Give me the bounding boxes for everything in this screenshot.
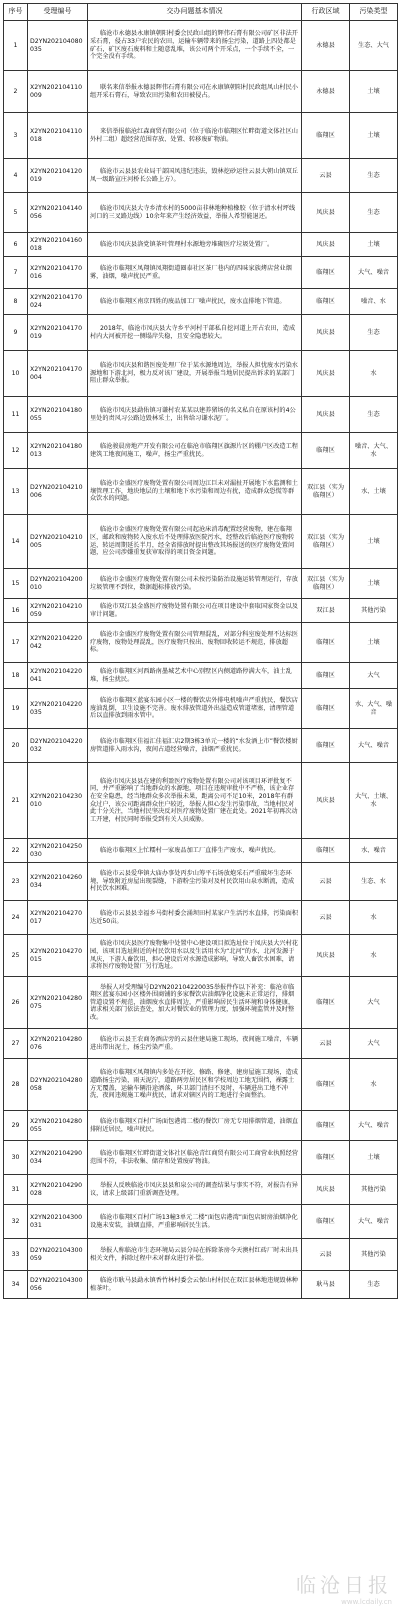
- table-row: [4, 233, 398, 257]
- cell-pollution-type: 水、噪音: [350, 839, 398, 863]
- cell-serial: 18: [4, 663, 28, 689]
- table-row: [4, 977, 398, 1029]
- cell-pollution-type: 大气、土壤、水: [350, 763, 398, 839]
- cell-pollution-type: 土壤: [350, 233, 398, 257]
- cell-code: X2YN202104180013: [28, 433, 88, 469]
- cell-serial: 14: [4, 515, 28, 569]
- cell-description: 临沧市凤庆县洛党镇茶叶管理村水源地旁堆砌医疗垃圾处置厂。: [88, 233, 302, 257]
- cell-description: 临沧市双江县金盛医疗废物处置有限公司在项目建设中套取国家资金以及审计问题。: [88, 599, 302, 623]
- cell-serial: 26: [4, 977, 28, 1029]
- table-row: [4, 1111, 398, 1141]
- cell-code: X2YN202104290034: [28, 1141, 88, 1175]
- cell-region: 凤庆县: [302, 763, 350, 839]
- header-description: 交办问题基本情况: [88, 4, 302, 21]
- table-row: [4, 663, 398, 689]
- cell-code: D2YN202104280058: [28, 1059, 88, 1111]
- cell-code: X2YN202104280055: [28, 1111, 88, 1141]
- cell-region: 临翔区: [302, 1141, 350, 1175]
- cell-pollution-type: 大气: [350, 977, 398, 1029]
- cell-code: X2YN202104260034: [28, 863, 88, 901]
- cell-description: 临沧市永德县永康镇朝阳村委会民政山组的辉伟石膏有限公司矿区非法开采石膏，侵占33户农民的农田，运输车辆带来的扬尘污染，道路上四处都是矿石，矿区废石废料和土随意乱堆，该公司两个开采点，一个手续不全，一个完全没有手续。: [88, 21, 302, 71]
- table-body: [4, 21, 398, 1299]
- cell-region: 双江县: [302, 599, 350, 623]
- cell-serial: 12: [4, 433, 28, 469]
- cell-region: 凤庆县: [302, 351, 350, 397]
- cell-serial: 3: [4, 113, 28, 159]
- cell-code: X2YN202104270017: [28, 901, 88, 935]
- cell-region: 双江县（实为临翔区）: [302, 469, 350, 515]
- cell-pollution-type: 其他污染: [350, 1239, 398, 1271]
- cell-region: 临翔区: [302, 1205, 350, 1239]
- cell-description: 临沧市临翔区南京四姓的废品加工厂噪声扰民，废水直排地下管道。: [88, 289, 302, 315]
- cell-description: 临沧市凤庆县勐佑镇习谦村农某某以建养猪场的名义私自在原该村的4公里处的责风习公路边毁林采土，出售给习谦水泥厂。: [88, 397, 302, 433]
- cell-description: 举报人称临沧市生态环境局云县分局在拆除茶房今天澳村红砖厂时未出具相关文件，拆除过程中未对群众进行补偿。: [88, 1239, 302, 1271]
- table-row: [4, 21, 398, 71]
- cell-pollution-type: 大气: [350, 1029, 398, 1059]
- cell-region: 临翔区: [302, 689, 350, 729]
- cell-region: 凤庆县: [302, 315, 350, 351]
- cell-description: 临沧市临翔区河西路南墨城艺术中心别墅区内侧道路停满大车，油土乱堆，扬尘扰民。: [88, 663, 302, 689]
- cell-code: X2YN202104160018: [28, 233, 88, 257]
- cell-pollution-type: 其他污染: [350, 1175, 398, 1205]
- table-row: [4, 623, 398, 663]
- cell-description: 临沧市耿马县勐永镇香竹林村委会云保山村村民在双江县林地违规毁林种植茶叶。: [88, 1271, 302, 1299]
- cell-pollution-type: 生态: [350, 397, 398, 433]
- cell-description: 临沧市临翔区凤翔镇内多处在开挖、修路、修建、建房屋施工现场，造成道路扬尘污染，雨天泥泞，道路两旁居民区和学校周边工地无围挡，裸露土方无覆盖，运输车辆沿途洒落，环卫部门清扫不及时，车辆进出工地不冲洗，夜间违规施工噪声扰民，请求对辖区内的工地进行全面整治。: [88, 1059, 302, 1111]
- cell-code: X2YN202104170024: [28, 289, 88, 315]
- cell-region: 云县: [302, 901, 350, 935]
- cell-region: 云县: [302, 159, 350, 193]
- cell-region: 凤庆县: [302, 193, 350, 233]
- header-serial: 序号: [4, 4, 28, 21]
- cell-pollution-type: 生态、水: [350, 863, 398, 901]
- cell-description: 临沧市凤庆县县在建的利盈医疗废物处置有限公司对该项目环评批复不同，并严重影响了当地群众的水源地，项目在违规审批中不严格，该企业存在安全隐患，经当地群众多次举报未果，距离公司不足10米，2018年有群众过户，该公司距离群众住户较近，举报人担心发生污染事故，当地村民对此十分关注，当地村民坚决反对医疗废物处置厂建在此处。2021年初再次动工开建，村民同时举报受到有关人员威胁。: [88, 763, 302, 839]
- table-row: [4, 289, 398, 315]
- cell-serial: 30: [4, 1141, 28, 1175]
- cell-region: 凤庆县: [302, 397, 350, 433]
- table-row: [4, 159, 398, 193]
- cell-code: X2YN202104220042: [28, 623, 88, 663]
- table-row: [4, 1141, 398, 1175]
- cell-serial: 16: [4, 599, 28, 623]
- cell-serial: 33: [4, 1239, 28, 1271]
- cell-description: 临沧市金盛医疗废物处置有限公司管理混乱，对部分科室废处理不达标医疗废物，废物处理混乱，医疗废物只按出、废物回收转运不规范，排放超标。: [88, 623, 302, 663]
- cell-code: X2YN202104280076: [28, 1029, 88, 1059]
- cell-code: D2YN202104210006: [28, 469, 88, 515]
- cell-pollution-type: 生态: [350, 159, 398, 193]
- cell-code: D2YN202104080035: [28, 21, 88, 71]
- table-row: [4, 1205, 398, 1239]
- cell-region: 双江县（实为临翔区）: [302, 569, 350, 599]
- table-row: [4, 863, 398, 901]
- cell-pollution-type: 水: [350, 901, 398, 935]
- cell-serial: 17: [4, 623, 28, 663]
- cell-region: 临翔区: [302, 977, 350, 1029]
- newspaper-watermark: [296, 1569, 392, 1606]
- header-pollution-type: 污染类型: [350, 4, 398, 21]
- cell-description: 临沧骏晨房地产开发有限公司在临沧市临翔区旗源片区的棚户区改造工程建筑工地夜间施工，噪声，扬尘严重扰民。: [88, 433, 302, 469]
- cell-description: 临沧市云县县农业局干部国凤违纪违法，毁林挖砂运往云县大朝山镇双丘凤一级路宣庄河桥长公路上方）。: [88, 159, 302, 193]
- cell-code: X2YN202104170019: [28, 315, 88, 351]
- table-row: [4, 1175, 398, 1205]
- cell-description: 临沧市金盛医疗废物处置有限公司起沧床消毒配置经营废物，建在临翔区，邮政和废物转入废水后不处理排放医院污水，经整改后临沧医疗废物转运，转运周期延长半月，经全省排放时提出整改其场报送的医疗废物处置问题，应公司涉嫌重复获审取得的项目资金问题。: [88, 515, 302, 569]
- cell-code: X2YN202104230010: [28, 763, 88, 839]
- table-row: [4, 193, 398, 233]
- cell-code: X2YN202104220041: [28, 663, 88, 689]
- cell-region: 永德县: [302, 71, 350, 113]
- watermark-url: www.lcdaily.cn: [341, 1598, 392, 1606]
- cell-serial: 27: [4, 1029, 28, 1059]
- cell-region: 临翔区: [302, 433, 350, 469]
- cell-serial: 19: [4, 689, 28, 729]
- cell-description: 临沧市凤庆县和谐医废处理厂位于某水源地周边，举报人担忧废水污染水源地和下游北河，极力反对该厂建设，开展举报当地居民提出诉求的某部门阻止群众举报。: [88, 351, 302, 397]
- cell-region: 云县: [302, 1239, 350, 1271]
- cell-description: 临沧市临翔区上忙糯村一家废品加工厂直排生产废水，噪声扰民。: [88, 839, 302, 863]
- table-row: [4, 113, 398, 159]
- cell-pollution-type: 大气、噪音: [350, 1111, 398, 1141]
- table-row: [4, 257, 398, 289]
- cell-serial: 21: [4, 763, 28, 839]
- cell-serial: 32: [4, 1205, 28, 1239]
- table-row: [4, 351, 398, 397]
- cell-pollution-type: 土壤: [350, 515, 398, 569]
- cell-description: 临沧市凤庆县大寺乡清水村的5000亩非林地种植橡胶（位于清水村坪线河口的三叉路边线）10余年来产生经济效益，举报人希望能退还。: [88, 193, 302, 233]
- cell-serial: 25: [4, 935, 28, 977]
- cell-description: 联名来信举报永德县辉伟石膏有限公司在永康镇朝阳村民政组凤山村民小组开采石膏石，导致农田污染和农田被侵占。: [88, 71, 302, 113]
- cell-region: 双江县（实为临翔区）: [302, 515, 350, 569]
- cell-code: D2YN202104200010: [28, 569, 88, 599]
- cell-description: 2018年，临沧市凤庆县大寺乡平河村干部私自挖河道上开占农田，造成村内大河被开挖一侧塌岸失稳，且安全隐患较大。: [88, 315, 302, 351]
- cell-description: 举报人对受理编号D2YN202104220035举报件作以下补充：临沧市临翔区蓝宴东园小区楼外围商铺的多家餐饮店油烟净化设施未正常运行，排烟管道设置不规范，油烟废水直排周边，严重影响居民生活环境和身体健康，请求相关部门依法查处，加大对餐饮业的管理力度，加强环境监管并及时整改。: [88, 977, 302, 1029]
- table-row: [4, 1059, 398, 1111]
- table-row: [4, 1239, 398, 1271]
- cell-serial: 1: [4, 21, 28, 71]
- cell-region: 耿马县: [302, 1271, 350, 1299]
- cell-region: 云县: [302, 1029, 350, 1059]
- complaint-table: [3, 3, 398, 1299]
- cell-code: D2YN202104300056: [28, 1271, 88, 1299]
- cell-serial: 6: [4, 233, 28, 257]
- cell-region: 临翔区: [302, 257, 350, 289]
- cell-region: 凤庆县: [302, 935, 350, 977]
- cell-serial: 7: [4, 257, 28, 289]
- cell-pollution-type: 大气: [350, 663, 398, 689]
- cell-code: X2YN202104300031: [28, 1205, 88, 1239]
- cell-pollution-type: 大气、噪音: [350, 257, 398, 289]
- table-row: [4, 763, 398, 839]
- cell-description: 临沧市云县王农商务酒店旁的云县住建局施工现场，夜间施工噪音，车辆进出带出泥土，扬尘污染严重。: [88, 1029, 302, 1059]
- cell-code: X2YN202104290028: [28, 1175, 88, 1205]
- cell-description: 临沧市金盛医疗废物处置有限公司未按污染防治设施运转管理运行，存放垃圾管理不到位，数据超标排放污染。: [88, 569, 302, 599]
- cell-pollution-type: 噪音、水: [350, 289, 398, 315]
- header-code: 受理编号: [28, 4, 88, 21]
- cell-description: 临沧市临翔区百村广场13幢3单元二楼“面包店港湾”面包店厨房油烟净化设施未安装，油烟直排，严重影响居民生活。: [88, 1205, 302, 1239]
- table-row: [4, 935, 398, 977]
- table-row: [4, 1271, 398, 1299]
- cell-pollution-type: 水、土壤: [350, 469, 398, 515]
- table-row: [4, 729, 398, 763]
- table-row: [4, 315, 398, 351]
- cell-serial: 8: [4, 289, 28, 315]
- cell-serial: 2: [4, 71, 28, 113]
- cell-pollution-type: 生态: [350, 315, 398, 351]
- cell-pollution-type: 土壤: [350, 71, 398, 113]
- cell-serial: 31: [4, 1175, 28, 1205]
- cell-description: 临沧市临翔区忙畔街道文体社区临沧青红商贸有限公司工商营业执照经营范围不符，非法收集、储存和处置废矿物油。: [88, 1141, 302, 1175]
- watermark-logo: 临沧日报: [296, 1573, 392, 1597]
- cell-pollution-type: 生态: [350, 1271, 398, 1299]
- table-row: [4, 515, 398, 569]
- table-row: [4, 1029, 398, 1059]
- table-header-row: [4, 4, 398, 21]
- table-row: [4, 433, 398, 469]
- cell-description: 举报人反映临沧市凤庆县县和泉公司的调查结果与事实不符，对报告有异议，请求上级部门重新调查处理。: [88, 1175, 302, 1205]
- cell-description: 临沧市临翔区凤翔镇凤翔街道圈泰社区茶厂巷内的四味家族烤店营业烟雾，油烟，噪声扰民严重。: [88, 257, 302, 289]
- cell-pollution-type: 噪音、大气、水: [350, 433, 398, 469]
- cell-serial: 15: [4, 569, 28, 599]
- table-row: [4, 569, 398, 599]
- table-row: [4, 397, 398, 433]
- cell-serial: 5: [4, 193, 28, 233]
- table-row: [4, 599, 398, 623]
- cell-pollution-type: 大气、噪音: [350, 1205, 398, 1239]
- cell-code: X2YN202104210059: [28, 599, 88, 623]
- cell-pollution-type: 土壤: [350, 623, 398, 663]
- cell-pollution-type: 土壤: [350, 569, 398, 599]
- table-row: [4, 469, 398, 515]
- cell-region: 凤庆县: [302, 233, 350, 257]
- cell-serial: 11: [4, 397, 28, 433]
- cell-region: 永德县: [302, 21, 350, 71]
- cell-pollution-type: 水、大气、噪音: [350, 689, 398, 729]
- cell-description: 临沧市凤庆县医疗废物集中处置中心建设项目拟选址位于凤庆县大兴村花园，该项目选址附近的村民饮用水以及生活用水为“北河”的水，北河发源于凤庆，下游人畜饮用，担心建设后对水源造成影响，导致人畜饮水困难，请求将医疗废物处置厂另行选址。: [88, 935, 302, 977]
- cell-code: X2YN202104110009: [28, 71, 88, 113]
- cell-serial: 9: [4, 315, 28, 351]
- cell-serial: 23: [4, 863, 28, 901]
- cell-code: X2YN202104110018: [28, 113, 88, 159]
- cell-region: 临翔区: [302, 289, 350, 315]
- cell-serial: 20: [4, 729, 28, 763]
- cell-code: X2YN202104170004: [28, 351, 88, 397]
- cell-pollution-type: 生态、大气: [350, 21, 398, 71]
- cell-serial: 24: [4, 901, 28, 935]
- cell-serial: 13: [4, 469, 28, 515]
- cell-serial: 29: [4, 1111, 28, 1141]
- cell-pollution-type: 大气、噪音: [350, 729, 398, 763]
- cell-code: X2YN202104180055: [28, 397, 88, 433]
- cell-code: X2YN202104280075: [28, 977, 88, 1029]
- cell-code: D2YN202104220032: [28, 729, 88, 763]
- cell-description: 临沧市临翔区佳福汇佳福汇店2期3栋3单元一楼的“水发酒上市”餐饮楼厨房管道排入雨水沟，夜间占道经营噪音，油烟严重扰民。: [88, 729, 302, 763]
- cell-code: X2YN202104120019: [28, 159, 88, 193]
- cell-region: 临翔区: [302, 623, 350, 663]
- cell-code: X2YN202104220035: [28, 689, 88, 729]
- cell-pollution-type: 水: [350, 1059, 398, 1111]
- table-row: [4, 689, 398, 729]
- cell-description: 临沧市临翔区蓝宴东园小区一楼的餐饮店外排电机噪声严重扰民，餐饮店废油乱倒，卫生设施不完善。废水排放管道外出溢造成管道堵塞，清理管道后以直排放到雨水管中。: [88, 689, 302, 729]
- cell-code: X2YN202104250030: [28, 839, 88, 863]
- cell-region: 临翔区: [302, 729, 350, 763]
- cell-region: 临翔区: [302, 1059, 350, 1111]
- table-row: [4, 71, 398, 113]
- cell-code: X2YN202104270015: [28, 935, 88, 977]
- cell-description: 来信举报临沧红森商贸有限公司（位于临沧市临翔区忙畔街道文体社区山外村二组）超经营范围存放、处置、转移废矿物油。: [88, 113, 302, 159]
- table-header: [4, 4, 398, 21]
- cell-serial: 10: [4, 351, 28, 397]
- cell-description: 临沧市临翔区百村广场面包港湾二楼的餐饮厂房无专用排烟管道，油烟直排附近居民，噪声扰民。: [88, 1111, 302, 1141]
- cell-serial: 28: [4, 1059, 28, 1111]
- cell-region: 凤庆县: [302, 1175, 350, 1205]
- cell-description: 临沧市云县县幸福乡马街村委会涌坝田村某家户生活污水直排，污染面积达近50亩。: [88, 901, 302, 935]
- cell-region: 临翔区: [302, 1111, 350, 1141]
- table-row: [4, 839, 398, 863]
- cell-region: 临翔区: [302, 113, 350, 159]
- cell-serial: 22: [4, 839, 28, 863]
- cell-description: 临沧市云县爱华镇大庙办事处丙步山筹平石场放炮采石严重破坏生态环境，导致附近房屋出现裂缝，下游粉尘污染对及村民饮用山泉水断流，造成村民饮水困难。: [88, 863, 302, 901]
- cell-code: X2YN202104170016: [28, 257, 88, 289]
- cell-pollution-type: 生态: [350, 193, 398, 233]
- cell-code: X2YN202104140056: [28, 193, 88, 233]
- header-region: 行政区域: [302, 4, 350, 21]
- cell-serial: 34: [4, 1271, 28, 1299]
- cell-description: 临沧市金盛医疗废物处置有限公司周边江巨未对漏扯开展地下水监测和土壤管理工作，地块地层的土壤和地下水污染和周边有扰，造成群众恐慌等群众饮水的问题。: [88, 469, 302, 515]
- cell-region: 临翔区: [302, 663, 350, 689]
- cell-pollution-type: 土壤: [350, 113, 398, 159]
- cell-pollution-type: 水: [350, 351, 398, 397]
- cell-pollution-type: 其他污染: [350, 599, 398, 623]
- cell-pollution-type: 土壤: [350, 1141, 398, 1175]
- cell-region: 云县: [302, 863, 350, 901]
- table-row: [4, 901, 398, 935]
- cell-serial: 4: [4, 159, 28, 193]
- cell-pollution-type: 水: [350, 935, 398, 977]
- cell-code: D2YN202104210005: [28, 515, 88, 569]
- cell-region: 临翔区: [302, 839, 350, 863]
- cell-code: D2YN202104300059: [28, 1239, 88, 1271]
